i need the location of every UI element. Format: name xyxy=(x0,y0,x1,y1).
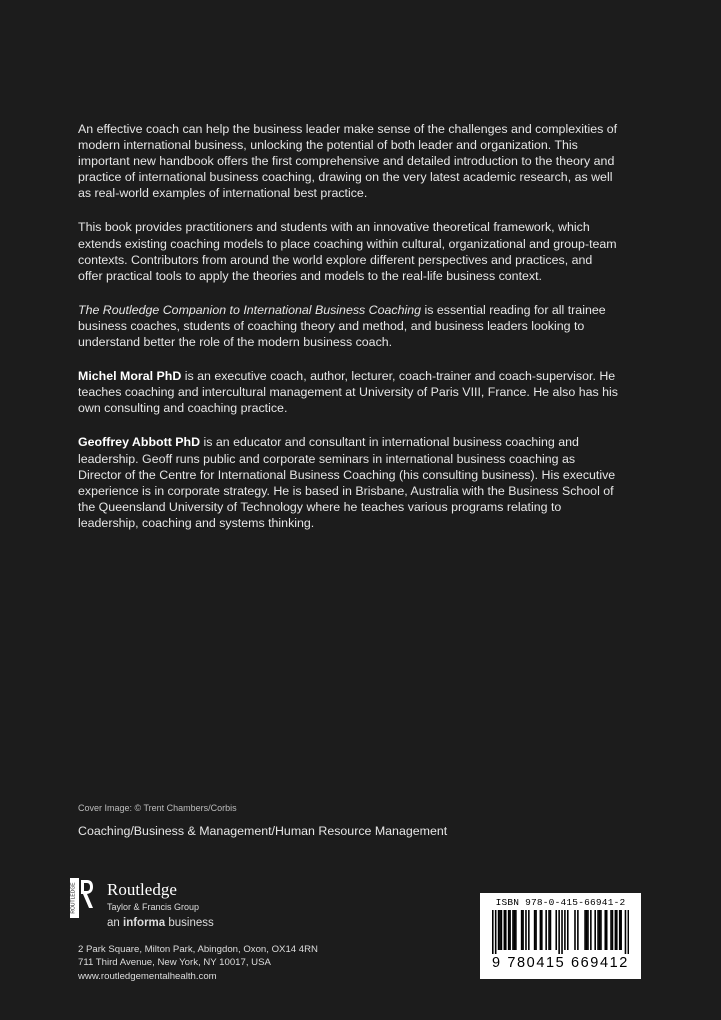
barcode-bar xyxy=(550,910,552,950)
barcode-bar xyxy=(594,910,596,950)
barcode-bar xyxy=(514,910,516,950)
barcode-bar xyxy=(525,910,527,950)
barcode-bar xyxy=(498,910,500,950)
barcode-bar xyxy=(574,910,576,950)
barcode-bar xyxy=(619,910,621,950)
barcode-bar xyxy=(561,910,563,954)
barcode-bar xyxy=(625,910,627,954)
publisher-group: Taylor & Francis Group xyxy=(107,902,200,912)
back-cover-text xyxy=(78,121,618,549)
subject-category: Coaching/Business & Management/Human Resource Management xyxy=(78,824,448,838)
barcode-bar xyxy=(504,910,506,950)
author-name-2: Geoffrey Abbott PhD xyxy=(78,435,201,450)
blurb-paragraph-2: This book provides practitioners and students with an innovative theoretical framework, which extends existing coaching models to place coaching within cultural, organizational and group-team contexts. Contributors from around the world explore different perspectives and practices, and offer practical tools to apply the theories and models to the real-life business context. xyxy=(78,220,617,283)
barcode-bar xyxy=(512,910,514,950)
barcode-bar xyxy=(610,910,612,950)
barcode-bar xyxy=(584,910,586,950)
barcode-bar xyxy=(508,910,510,950)
barcode-bar xyxy=(501,910,503,950)
author-bio-2-text: is an educator and consultant in international business coaching and leadership. Geoff runs public and corporate seminars in international business coaching as Director of the Centre for International Business Coaching (his consulting business). His executive experience is in corporate strategy. He is based in Brisbane, Australia with the Business School of the Queensland University of Technology where he teaches various programs relating to leadership, coaching and systems thinking. xyxy=(78,435,616,530)
barcode-bar xyxy=(548,910,550,950)
barcode-bar xyxy=(521,910,523,950)
barcode-bar xyxy=(509,910,511,950)
barcode-bar xyxy=(590,910,592,950)
author-bio-1-text: is an executive coach, author, lecturer, coach-trainer and coach-supervisor. He teaches coaching and intercultural management at University of Paris VIII, France. He also has his own consulting and coaching practice. xyxy=(78,369,618,416)
blurb-paragraph-1: An effective coach can help the business leader make sense of the challenges and complexities of modern international business, unlocking the potential of both leader and organization. This important new handbook offers the first comprehensive and detailed introduction to the theory and practice of international business coaching, drawing on the very latest academic research, as well as real-world examples of international best practice. xyxy=(78,122,618,201)
barcode-bar xyxy=(599,910,601,950)
barcode-bar xyxy=(545,910,547,950)
publisher-address xyxy=(78,943,318,983)
logo-vertical-text: ROUTLEDGE xyxy=(70,882,77,914)
barcode-bar xyxy=(558,910,560,954)
blurb-paragraph-3 xyxy=(78,302,618,350)
barcode-bar xyxy=(541,910,543,950)
barcode-bar xyxy=(522,910,524,950)
barcode-bar xyxy=(535,910,537,950)
barcode-bar xyxy=(597,910,599,950)
informa-business xyxy=(107,917,214,929)
barcode-bar xyxy=(505,910,507,950)
cover-image-credit: Cover Image: © Trent Chambers/Corbis xyxy=(78,803,237,813)
barcode-bar xyxy=(577,910,579,950)
barcode-bar xyxy=(495,910,497,954)
barcode-bar xyxy=(586,910,588,950)
barcode-bar xyxy=(620,910,622,950)
barcode-bar xyxy=(616,910,618,950)
barcode-bar xyxy=(567,910,569,950)
author-name-1: Michel Moral PhD xyxy=(78,369,182,384)
informa-bold: informa xyxy=(123,917,166,929)
barcode-bar xyxy=(528,910,530,950)
barcode-bar xyxy=(587,910,589,950)
blurb-paragraph-3-rest: is essential reading for all trainee business coaches, students of coaching theory and method, and business leaders looking to understand better the role of the modern business coach. xyxy=(78,302,606,350)
routledge-logo-icon xyxy=(70,878,94,918)
publisher-name: Routledge xyxy=(107,880,177,899)
barcode-bar xyxy=(606,910,608,950)
isbn-label: ISBN 978-0-415-66941-2 xyxy=(495,897,626,908)
book-title: The Routledge Companion to International Business Coaching xyxy=(78,302,422,317)
barcode-bar xyxy=(534,910,536,950)
isbn-digits: 9 780415 669412 xyxy=(492,955,629,971)
barcode-bar xyxy=(564,910,566,950)
barcode-bar xyxy=(604,910,606,950)
barcode-bar xyxy=(612,910,614,950)
barcode-bar xyxy=(515,910,517,950)
author-bio-2 xyxy=(78,434,618,531)
barcode-bar xyxy=(615,910,617,950)
author-bio-1 xyxy=(78,368,618,416)
address-line-2: 711 Third Avenue, New York, NY 10017, USA xyxy=(78,957,271,969)
barcode-bar xyxy=(540,910,542,950)
barcode-bar xyxy=(555,910,557,950)
barcode-bar xyxy=(628,910,629,954)
barcode-bar xyxy=(600,910,602,950)
barcode-bar xyxy=(499,910,501,950)
barcode-bars xyxy=(492,910,629,954)
publisher-website: www.routledgementalhealth.com xyxy=(78,970,217,982)
informa-suffix: business xyxy=(165,917,214,929)
isbn-barcode xyxy=(480,893,641,979)
informa-prefix: an xyxy=(107,917,123,929)
barcode-bar xyxy=(492,910,494,954)
address-line-1: 2 Park Square, Milton Park, Abingdon, Oxon, OX14 4RN xyxy=(78,944,318,955)
